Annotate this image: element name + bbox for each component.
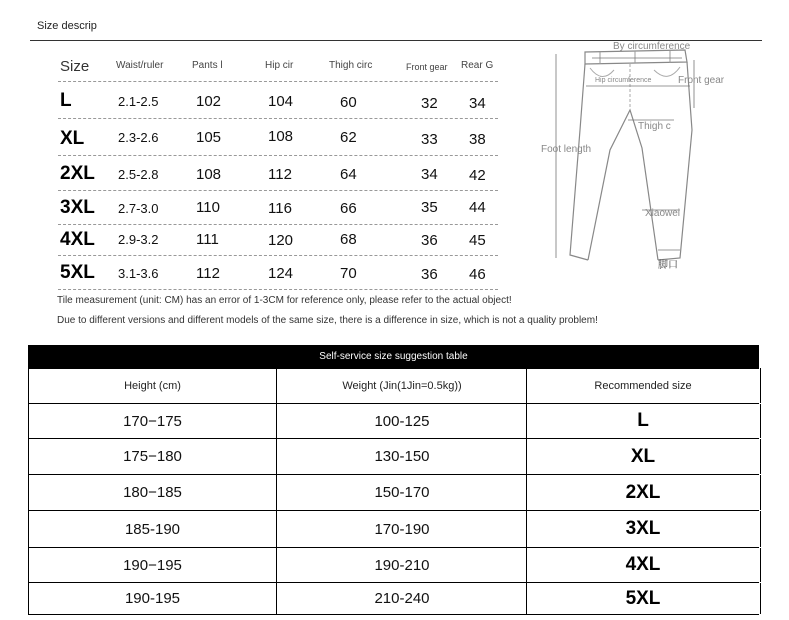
waist-value: 2.1-2.5 — [118, 94, 159, 109]
pants-value: 105 — [196, 129, 222, 146]
xiaowei-label: Xiaowei — [645, 208, 681, 219]
rear-value: 44 — [469, 199, 486, 216]
hip-value: 120 — [268, 232, 294, 249]
page-title: Size descrip — [37, 20, 97, 32]
col-header-front: Front gear — [406, 62, 448, 72]
note-measurement: Tile measurement (unit: CM) has an error of 1-3CM for reference only, please refer to the actual object! — [57, 295, 512, 306]
pants-value: 108 — [196, 166, 222, 183]
height-value: 185-190 — [124, 520, 181, 538]
table-row — [28, 548, 761, 582]
row-divider — [58, 224, 498, 225]
weight-value: 100-125 — [374, 412, 430, 430]
thigh-value: 66 — [340, 200, 357, 217]
front-value: 32 — [421, 95, 438, 112]
recommended-size-value: L — [637, 410, 649, 431]
row-divider — [58, 255, 498, 256]
thigh-value: 62 — [340, 129, 357, 146]
size-label: 3XL — [60, 197, 95, 218]
hip-circumference-label: Hip circumference — [595, 77, 652, 84]
col-header-pants: Pants l — [192, 60, 223, 71]
weight-value: 150-170 — [374, 484, 430, 501]
hip-value: 104 — [268, 93, 294, 110]
weight-value: 210-240 — [374, 590, 430, 607]
col-header-thigh: Thigh circ — [329, 60, 373, 71]
table-row — [28, 475, 761, 510]
hip-value: 108 — [268, 128, 294, 145]
header-height: Height (cm) — [124, 379, 181, 392]
weight-value: 190-210 — [374, 556, 430, 574]
pants-value: 102 — [196, 93, 222, 110]
row-divider — [58, 155, 498, 156]
foot-length-label: Foot length — [541, 144, 592, 155]
suggestion-table-title: Self-service size suggestion table — [28, 345, 759, 368]
thigh-value: 70 — [340, 265, 357, 282]
front-value: 33 — [421, 131, 438, 148]
table-row — [28, 439, 761, 474]
pants-value: 111 — [196, 231, 219, 248]
trousers-diagram — [530, 40, 770, 270]
pants-value: 110 — [196, 199, 220, 216]
col-header-size: Size — [60, 58, 90, 75]
height-value: 175−180 — [123, 448, 182, 465]
hem-label: 脚口 — [658, 260, 678, 271]
by-circumference-label: By circumference — [613, 41, 691, 52]
table-header-row — [28, 368, 761, 403]
recommended-size-value: 5XL — [625, 587, 661, 609]
table-row — [28, 511, 761, 547]
row-divider — [58, 190, 498, 191]
rear-value: 42 — [469, 167, 486, 184]
row-divider — [58, 289, 498, 290]
rear-value: 38 — [469, 131, 486, 148]
col-header-waist: Waist/ruler — [116, 60, 164, 71]
rear-value: 46 — [469, 266, 486, 283]
waist-value: 2.3-2.6 — [118, 130, 159, 145]
hip-value: 124 — [268, 265, 294, 282]
thigh-label: Thigh c — [638, 121, 671, 132]
waist-value: 2.7-3.0 — [118, 201, 159, 216]
rear-value: 34 — [469, 95, 486, 112]
table-row — [28, 583, 761, 614]
waist-value: 2.9-3.2 — [118, 232, 159, 247]
front-value: 34 — [421, 166, 438, 183]
front-value: 36 — [421, 232, 438, 249]
row-divider — [58, 81, 498, 82]
table-row — [28, 404, 761, 438]
col-header-hip: Hip cir — [265, 60, 294, 71]
row-divider — [58, 118, 498, 119]
size-label: 2XL — [60, 163, 95, 184]
waist-value: 3.1-3.6 — [118, 266, 159, 281]
front-gear-label: Front gear — [678, 75, 725, 86]
thigh-value: 64 — [340, 166, 357, 183]
weight-value: 170-190 — [374, 520, 430, 538]
col-header-rear: Rear G — [461, 60, 494, 71]
weight-value: 130-150 — [374, 448, 430, 465]
hip-value: 112 — [268, 166, 292, 183]
front-value: 36 — [421, 266, 438, 283]
recommended-size-value: 4XL — [625, 554, 661, 575]
height-value: 180−185 — [123, 484, 182, 501]
trousers-outline-icon — [530, 40, 770, 270]
rear-value: 45 — [469, 232, 486, 249]
height-value: 190−195 — [123, 556, 182, 574]
height-value: 190-195 — [124, 590, 181, 607]
hip-value: 116 — [268, 200, 292, 217]
header-recommended-size: Recommended size — [594, 379, 692, 392]
note-versions: Due to different versions and different models of the same size, there is a difference in size, which is not a quality problem! — [57, 315, 598, 326]
size-label: L — [60, 90, 72, 111]
recommended-size-value: 2XL — [625, 481, 661, 503]
size-label: 4XL — [60, 229, 95, 250]
height-value: 170−175 — [123, 412, 182, 430]
pants-value: 112 — [196, 265, 220, 282]
thigh-value: 60 — [340, 94, 357, 111]
size-label: XL — [60, 128, 85, 149]
header-weight: Weight (Jin(1Jin=0.5kg)) — [342, 379, 462, 392]
thigh-value: 68 — [340, 231, 357, 248]
table-line — [28, 614, 759, 615]
front-value: 35 — [421, 199, 438, 216]
waist-value: 2.5-2.8 — [118, 167, 159, 182]
recommended-size-value: XL — [630, 445, 656, 467]
recommended-size-value: 3XL — [625, 518, 661, 539]
size-label: 5XL — [60, 262, 95, 283]
